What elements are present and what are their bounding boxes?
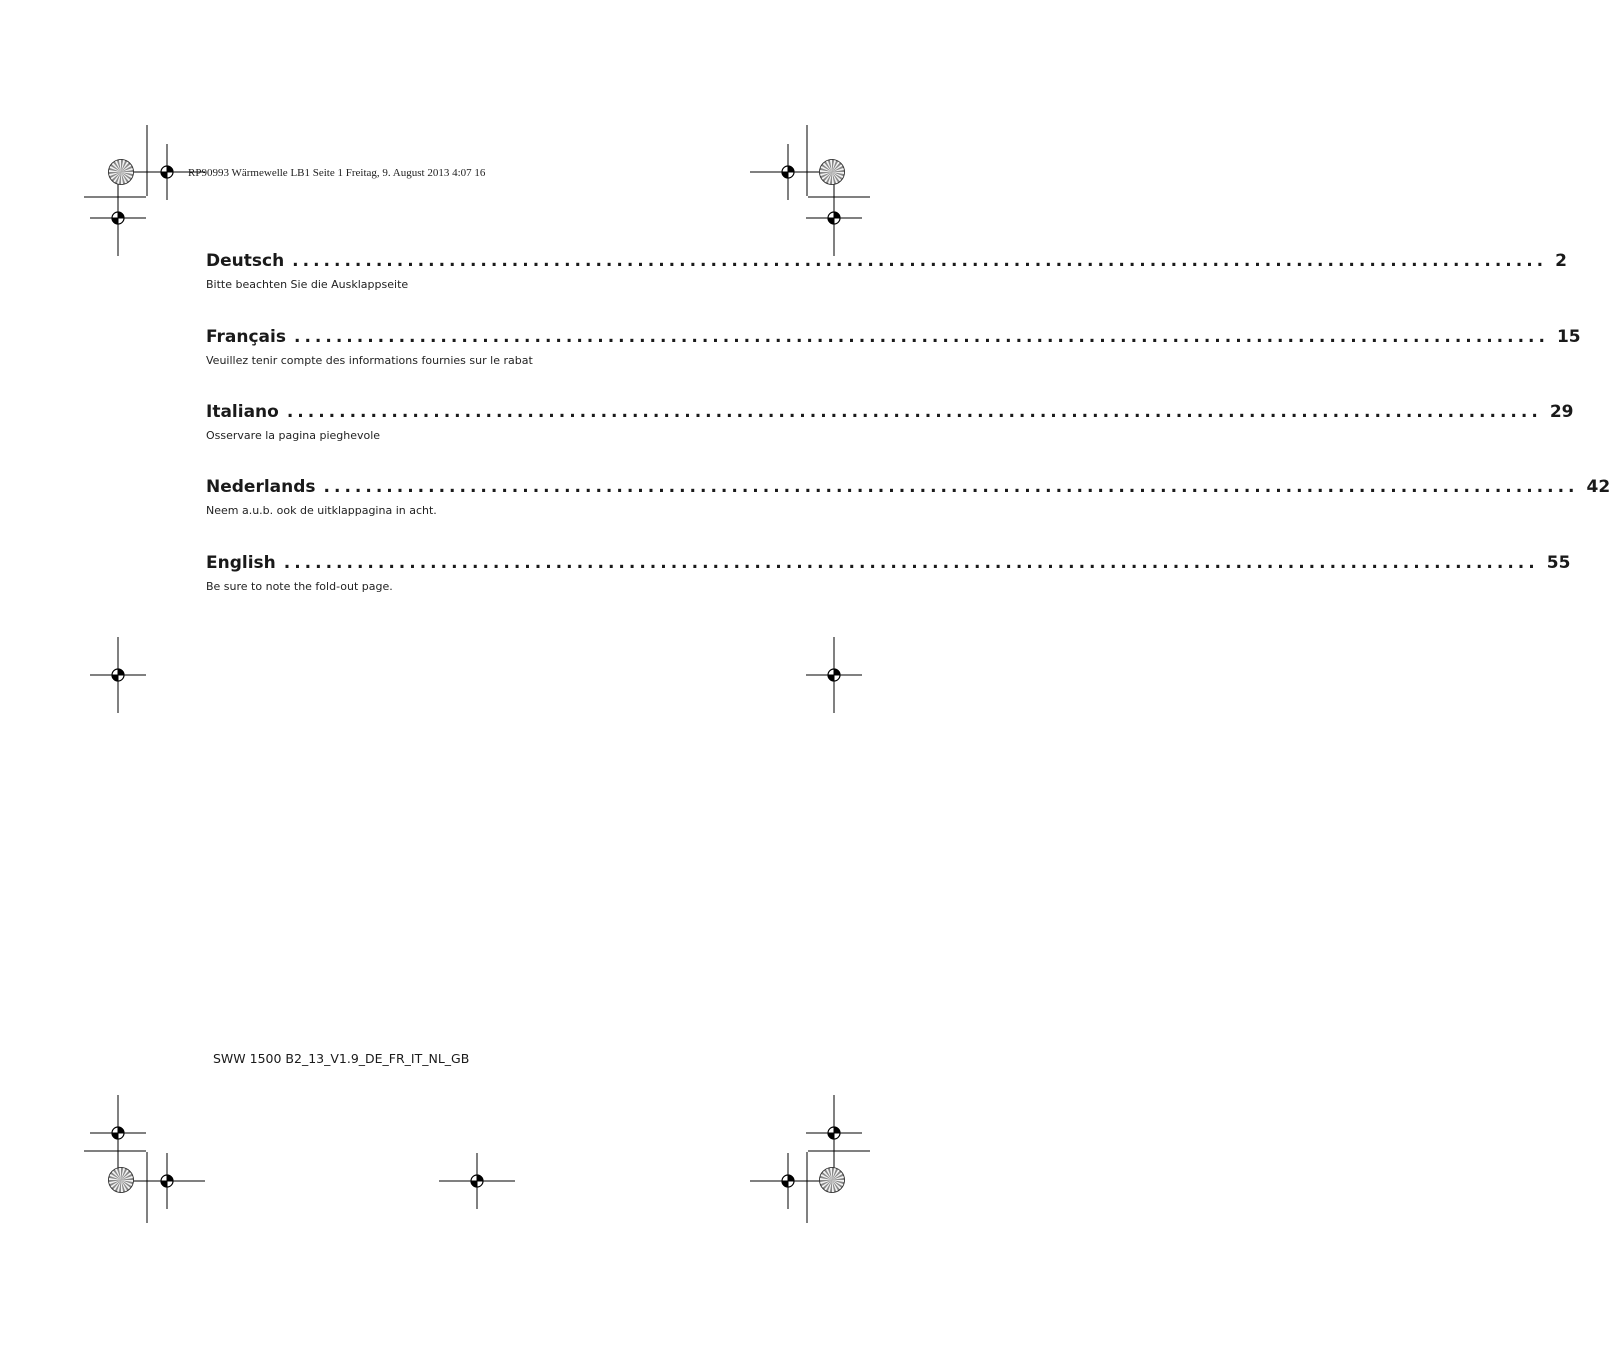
toc-entry-italiano	[206, 402, 1574, 442]
registration-mark-icon	[90, 180, 146, 256]
toc-note: Bitte beachten Sie die Ausklappseite	[206, 278, 409, 291]
registration-mark-icon	[90, 1095, 146, 1171]
toc-line[interactable]	[206, 553, 1571, 577]
registration-mark-icon	[90, 637, 146, 713]
star-target-icon	[820, 1168, 845, 1193]
registration-mark-icon	[806, 637, 862, 713]
toc-page-number: 42	[1586, 477, 1610, 497]
toc-note: Be sure to note the fold-out page.	[206, 580, 393, 593]
toc-line[interactable]	[206, 402, 1574, 426]
toc-line[interactable]	[206, 327, 1581, 351]
dot-leader: ........................................................................................................................	[283, 553, 1539, 573]
toc-page-number: 55	[1546, 553, 1571, 573]
dot-leader: ........................................................................................................................	[293, 327, 1549, 347]
toc-line[interactable]	[206, 477, 1610, 501]
registration-mark-icon	[129, 1153, 205, 1209]
toc-title: Italiano	[206, 402, 279, 422]
toc-entry-nederlands	[206, 477, 1610, 517]
toc-note: Neem a.u.b. ook de uitklappagina in acht.	[206, 504, 437, 517]
dot-leader: ........................................................................................................................	[323, 477, 1579, 497]
star-target-icon	[109, 1168, 134, 1193]
star-target-icon	[109, 160, 134, 185]
toc-page-number: 2	[1555, 251, 1567, 271]
toc-title: Français	[206, 327, 286, 347]
registration-mark-icon	[750, 144, 826, 200]
print-header: RP90993 Wärmewelle LB1 Seite 1 Freitag, 9. August 2013 4:07 16	[188, 167, 486, 179]
registration-mark-icon	[806, 180, 862, 256]
registration-mark-icon	[806, 1095, 862, 1171]
toc-title: Deutsch	[206, 251, 285, 271]
document-code: SWW 1500 B2_13_V1.9_DE_FR_IT_NL_GB	[213, 1051, 470, 1066]
toc-entry-deutsch	[206, 251, 1567, 291]
toc-line[interactable]	[206, 251, 1567, 275]
toc-title: English	[206, 553, 276, 573]
toc-entry-francais	[206, 327, 1581, 367]
toc-page-number: 29	[1549, 402, 1574, 422]
star-target-icon	[820, 160, 845, 185]
toc-note: Veuillez tenir compte des informations fournies sur le rabat	[206, 354, 533, 367]
registration-mark-icon	[439, 1153, 515, 1209]
dot-leader: ........................................................................................................................	[292, 251, 1548, 271]
toc-page-number: 15	[1556, 327, 1581, 347]
dot-leader: ........................................................................................................................	[286, 402, 1542, 422]
registration-mark-icon	[750, 1153, 826, 1209]
toc-title: Nederlands	[206, 477, 316, 497]
toc-entry-english	[206, 553, 1571, 593]
toc-note: Osservare la pagina pieghevole	[206, 429, 381, 442]
